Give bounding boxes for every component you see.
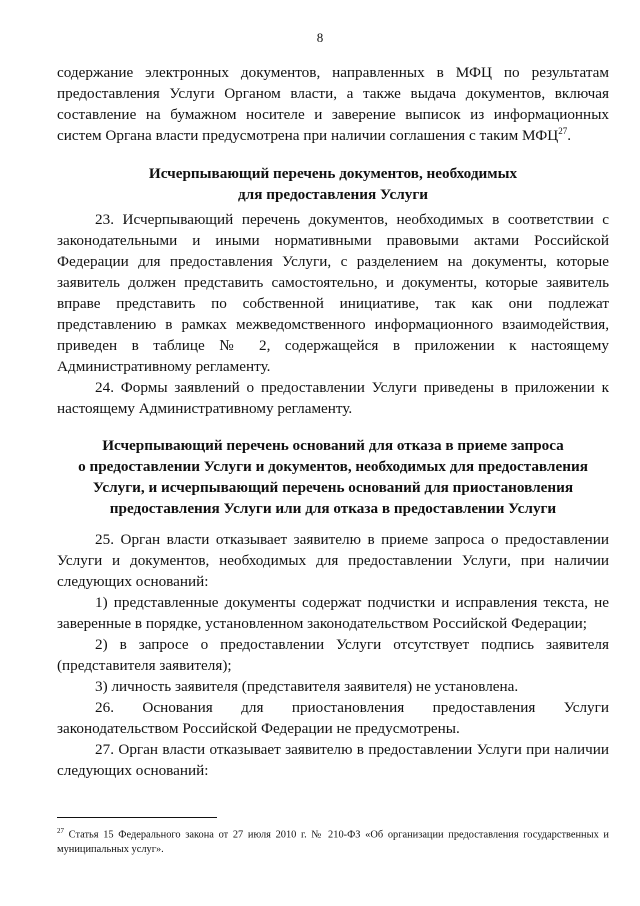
section-body-refusal <box>57 529 609 781</box>
page-number: 8 <box>316 30 324 45</box>
heading-line: Услуги, и исчерпывающий перечень оснований для приостановления <box>92 479 574 496</box>
heading-line: о предоставлении Услуги и документов, необходимых для предоставления <box>78 458 588 475</box>
paragraph-25-item-3: 3) личность заявителя (представителя заявителя) не установлена. <box>95 678 519 695</box>
section-heading-documents <box>57 163 609 205</box>
heading-line: Исчерпывающий перечень документов, необходимых <box>148 165 518 182</box>
paragraph-27: 27. Орган власти отказывает заявителю в предоставлении Услуги при наличии следующих оснований: <box>57 741 609 779</box>
intro-text: содержание электронных документов, направленных в МФЦ по результатам предоставления Услуги Органом власти, а также выдача документов, включая составление на бумажном носителе и заверение выписок из информационных систем Органа власти предусмотрена при наличии соглашения с таким МФЦ <box>57 64 609 144</box>
paragraph-23: 23. Исчерпывающий перечень документов, необходимых в соответствии с законодательными и иными нормативными правовыми актами Российской Федерации для предоставления Услуги, с разделением на документы, которые заявитель должен представить самостоятельно, и документы, которые заявитель вправе представить по собственной инициативе, так как они подлежат представлению в рамках межведомственного информационного взаимодействия, приведен в таблице № 2, содержащейся в приложении к настоящему Административному регламенту. <box>57 211 609 375</box>
heading-line: для предоставления Услуги <box>238 186 428 203</box>
footnote <box>57 824 609 857</box>
footnote-reference: 27 <box>558 125 568 136</box>
footnote-number: 27 <box>57 827 64 835</box>
paragraph-25-item-2: 2) в запросе о предоставлении Услуги отсутствует подпись заявителя (представителя заявителя); <box>57 636 609 674</box>
footnote-text: Статья 15 Федерального закона от 27 июля 2010 г. № 210-ФЗ «Об организации предоставления государственных и муниципальных услуг». <box>57 829 609 856</box>
section-body-documents <box>57 209 609 419</box>
footnote-separator <box>57 817 217 818</box>
paragraph-25-item-1: 1) представленные документы содержат подчистки и исправления текста, не заверенные в порядке, установленном законодательством Российской Федерации; <box>57 594 609 632</box>
heading-line: предоставления Услуги или для отказа в предоставлении Услуги <box>109 500 557 517</box>
heading-line: Исчерпывающий перечень оснований для отказа в приеме запроса <box>102 437 564 454</box>
paragraph-26: 26. Основания для приостановления предоставления Услуги законодательством Российской Федерации не предусмотрены. <box>57 699 609 737</box>
section-heading-refusal <box>57 435 609 519</box>
paragraph-24: 24. Формы заявлений о предоставлении Услуги приведены в приложении к настоящему Административному регламенту. <box>57 379 609 417</box>
intro-paragraph: содержание электронных документов, направленных в МФЦ по результатам предоставления Услуги Органом власти, а также выдача документов, включая составление на бумажном носителе и заверение выписок из информационных систем Органа власти предусмотрена при наличии соглашения с таким МФЦ$^{27}$. <box>57 64 609 144</box>
paragraph-25: 25. Орган власти отказывает заявителю в приеме запроса о предоставлении Услуги и документов, необходимых для предоставлении Услуги, при наличии следующих оснований: <box>57 531 609 590</box>
